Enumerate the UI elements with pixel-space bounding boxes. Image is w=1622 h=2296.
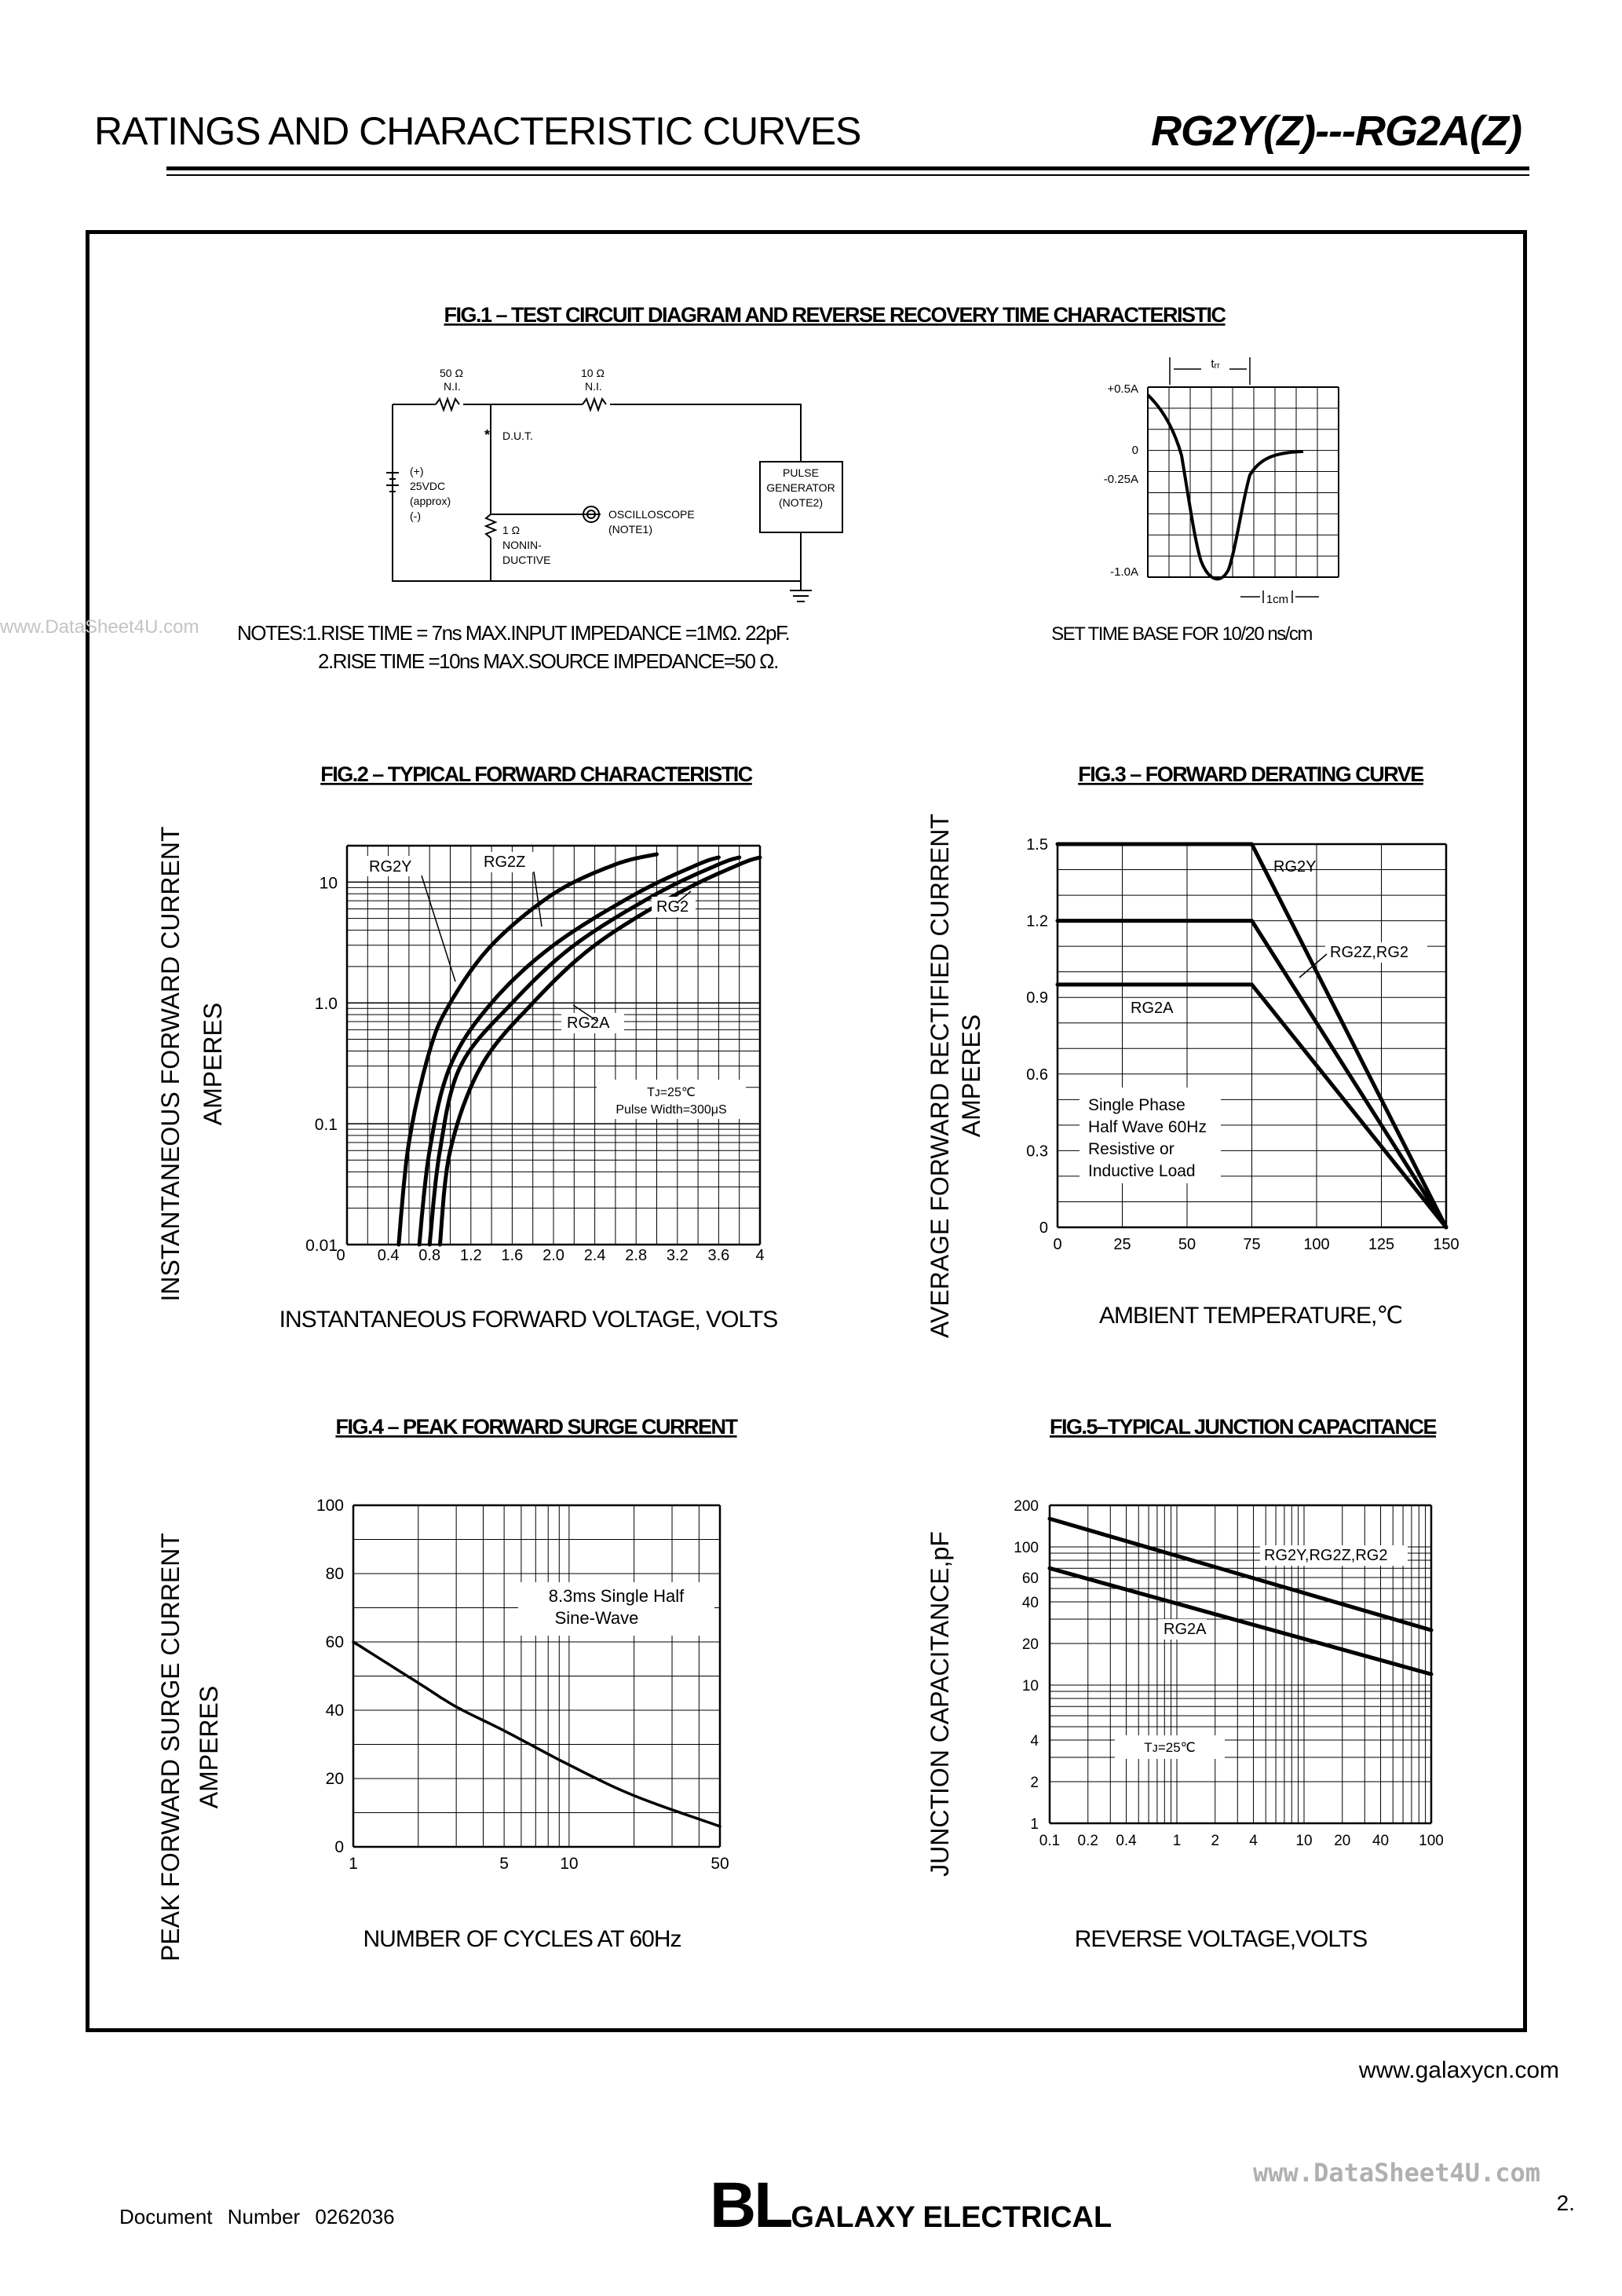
resistor-10-label: 10 Ω <box>581 367 605 379</box>
fig4-ticks <box>316 1497 729 1873</box>
fig5-xtick: 20 <box>1334 1833 1351 1849</box>
fig3-leader-lines <box>1299 954 1327 978</box>
resistor-10-ni: N.I. <box>585 380 602 393</box>
resistor-1-icon <box>486 514 495 538</box>
fig2 <box>156 762 777 1333</box>
fig1-note-2: 2.RISE TIME =10ns MAX.SOURCE IMPEDANCE=50 Ω. <box>318 649 778 673</box>
oscilloscope-note: (NOTE1) <box>608 523 652 536</box>
fig5-xtick: 100 <box>1419 1833 1444 1849</box>
fig4-ytick: 20 <box>325 1770 344 1788</box>
document-number: Document Number 0262036 <box>119 2205 395 2228</box>
fig4-ytick: 100 <box>316 1497 344 1515</box>
fig3-label-rg2z: RG2Z,RG2 <box>1330 944 1409 961</box>
fig4-xtick: 50 <box>711 1855 729 1873</box>
fig2-ylabel-1: INSTANTANEOUS FORWARD CURRENT <box>156 826 184 1302</box>
fig3-condition-3: Resistive or <box>1088 1140 1174 1158</box>
fig3-ytick: 0.9 <box>1026 989 1048 1007</box>
fig2-xlabel: INSTANTANEOUS FORWARD VOLTAGE, VOLTS <box>279 1307 778 1333</box>
fig5-xtick: 0.1 <box>1039 1833 1061 1849</box>
fig3-ytick: 1.2 <box>1026 912 1048 930</box>
fig3-ticks <box>1026 836 1459 1253</box>
oscilloscope-label: OSCILLOSCOPE <box>608 508 695 521</box>
fig3-condition-1: Single Phase <box>1088 1096 1185 1114</box>
wave-label-pos: +0.5A <box>1107 382 1138 396</box>
fig1 <box>237 303 1339 673</box>
fig2-xtick: 2.8 <box>625 1247 648 1264</box>
fig5-ytick: 40 <box>1021 1595 1039 1612</box>
wave-label-zero: 0 <box>1131 444 1138 457</box>
fig3-label-rg2y: RG2Y <box>1273 858 1317 876</box>
pulse-label-1: PULSE <box>783 466 819 479</box>
fig2-ytick: 1.0 <box>314 995 338 1014</box>
fig5-xtick: 1 <box>1172 1833 1182 1849</box>
fig1-title: FIG.1 – TEST CIRCUIT DIAGRAM AND REVERSE RECOVERY TIME CHARACTERISTIC <box>444 303 1226 327</box>
part-range: RG2Y(Z)---RG2A(Z) <box>1151 108 1522 155</box>
fig2-xtick: 3.2 <box>666 1247 689 1264</box>
fig2-ticks <box>305 874 764 1264</box>
fig5-ytick: 1 <box>1030 1816 1039 1833</box>
fig5-xtick: 40 <box>1372 1833 1390 1849</box>
fig4-ylabel-1: PEAK FORWARD SURGE CURRENT <box>156 1533 184 1961</box>
watermark-side: www.DataSheet4U.com <box>0 616 199 638</box>
fig4-ytick: 60 <box>325 1633 344 1651</box>
cm-label: 1cm <box>1266 593 1289 606</box>
fig2-xtick: 3.6 <box>707 1247 730 1264</box>
fig5-curve-rg2y <box>1050 1519 1431 1630</box>
fig3-xtick: 75 <box>1243 1236 1261 1253</box>
fig5-xlabel: REVERSE VOLTAGE,VOLTS <box>1074 1926 1368 1952</box>
resistor-1-nonin: NONIN- <box>502 539 542 551</box>
website-link[interactable]: www.galaxycn.com <box>1358 2057 1559 2083</box>
fig2-condition-temp: Tᴊ=25℃ <box>647 1086 696 1099</box>
pulse-label-2: GENERATOR <box>766 481 835 494</box>
fig3-title: FIG.3 – FORWARD DERATING CURVE <box>1078 762 1423 786</box>
source-minus: (-) <box>410 510 421 522</box>
fig4-curve <box>353 1642 720 1826</box>
fig3 <box>926 762 1459 1338</box>
dut-diode-icon: * <box>484 427 491 443</box>
fig2-ytick: 10 <box>319 874 338 893</box>
fig5-title: FIG.5–TYPICAL JUNCTION CAPACITANCE <box>1049 1415 1437 1439</box>
resistor-1-ductive: DUCTIVE <box>502 554 551 566</box>
fig4-xtick: 5 <box>499 1855 509 1873</box>
fig2-xtick: 0.4 <box>377 1247 400 1264</box>
fig3-ylabel-1: AVERAGE FORWARD RECTIFIED CURRENT <box>926 813 954 1338</box>
dut-label: D.U.T. <box>502 430 533 442</box>
fig3-xtick: 0 <box>1053 1236 1062 1253</box>
fig3-xtick: 25 <box>1113 1236 1131 1253</box>
fig5-ytick: 60 <box>1021 1570 1039 1588</box>
resistor-10-icon <box>583 399 606 410</box>
fig3-xtick: 50 <box>1178 1236 1196 1253</box>
trr-label: tᵣᵣ <box>1211 357 1220 371</box>
pulse-label-3: (NOTE2) <box>779 496 823 509</box>
recovery-waveform-curve <box>1148 395 1303 579</box>
fig3-xtick: 100 <box>1303 1236 1330 1253</box>
fig2-ylabel-2: AMPERES <box>199 1002 227 1126</box>
fig5-xtick: 0.4 <box>1116 1833 1137 1849</box>
fig3-condition-2: Half Wave 60Hz <box>1088 1118 1207 1136</box>
fig5-condition: Tᴊ=25℃ <box>1144 1740 1196 1755</box>
fig5-ylabel: JUNCTION CAPACITANCE,pF <box>926 1531 954 1877</box>
fig2-condition-pulse: Pulse Width=300μS <box>616 1103 727 1117</box>
fig4-curves <box>353 1642 720 1826</box>
timebase-note: SET TIME BASE FOR 10/20 ns/cm <box>1051 623 1312 645</box>
resistor-1-label: 1 Ω <box>502 524 521 536</box>
source-voltage: 25VDC <box>410 480 446 492</box>
fig4-xtick: 10 <box>560 1855 579 1873</box>
fig5-label-rg2y: RG2Y,RG2Z,RG2 <box>1264 1547 1388 1564</box>
fig2-curves <box>399 854 760 1245</box>
fig4-ylabel-2: AMPERES <box>195 1685 223 1809</box>
fig4-ytick: 40 <box>325 1702 344 1720</box>
resistor-50-ni: N.I. <box>444 380 461 393</box>
fig2-label-rg2z: RG2Z <box>484 854 526 871</box>
fig4-xtick: 1 <box>349 1855 358 1873</box>
fig2-xtick: 0 <box>336 1247 345 1264</box>
fig5-ytick: 10 <box>1021 1677 1039 1695</box>
fig5-ytick: 20 <box>1021 1636 1039 1654</box>
fig2-xtick: 0.8 <box>418 1247 441 1264</box>
fig2-ytick: 0.01 <box>305 1237 338 1255</box>
source-approx: (approx) <box>410 495 451 507</box>
fig2-grid <box>347 846 760 1245</box>
fig3-condition-4: Inductive Load <box>1088 1162 1196 1180</box>
fig5 <box>926 1415 1444 1952</box>
fig3-label-rg2a: RG2A <box>1131 1000 1174 1017</box>
fig2-curve-rg2y <box>399 854 657 1245</box>
fig2-xtick: 2.0 <box>542 1247 564 1264</box>
resistor-50-label: 50 Ω <box>440 367 463 379</box>
page-title: RATINGS AND CHARACTERISTIC CURVES <box>94 109 861 153</box>
fig5-xtick: 4 <box>1249 1833 1258 1849</box>
watermark-footer: www.DataSheet4U.com <box>1253 2158 1541 2188</box>
fig3-xtick: 150 <box>1433 1236 1459 1253</box>
fig5-curve-rg2a <box>1050 1568 1431 1674</box>
fig4-title: FIG.4 – PEAK FORWARD SURGE CURRENT <box>335 1415 737 1439</box>
fig5-label-rg2a: RG2A <box>1164 1621 1207 1638</box>
fig4 <box>156 1415 739 1961</box>
fig2-label-rg2a: RG2A <box>567 1015 610 1032</box>
wave-label-neg025: -0.25A <box>1103 473 1138 486</box>
circuit-diagram <box>386 399 842 601</box>
fig3-xtick: 125 <box>1368 1236 1395 1253</box>
fig5-ytick: 2 <box>1030 1775 1039 1792</box>
fig2-label-rg2: RG2 <box>656 898 689 916</box>
fig5-ytick: 4 <box>1030 1733 1039 1750</box>
fig3-ylabel-2: AMPERES <box>957 1014 985 1138</box>
fig2-label-rg2y: RG2Y <box>369 858 412 876</box>
brand-logo <box>710 2169 1112 2243</box>
recovery-waveform-grid <box>1148 387 1339 577</box>
fig2-xtick: 4 <box>755 1247 765 1264</box>
fig3-ytick: 1.5 <box>1026 836 1048 854</box>
fig4-condition-2: Sine-Wave <box>554 1608 639 1628</box>
fig2-xtick: 1.6 <box>501 1247 524 1264</box>
ground-icon <box>790 581 812 601</box>
fig4-xlabel: NUMBER OF CYCLES AT 60Hz <box>363 1926 681 1952</box>
fig2-xtick: 2.4 <box>583 1247 606 1264</box>
page-number: 2. <box>1556 2191 1575 2215</box>
fig5-xtick: 2 <box>1211 1833 1220 1849</box>
brand-name: GALAXY ELECTRICAL <box>791 2201 1112 2234</box>
resistor-50-icon <box>436 399 459 410</box>
fig3-ytick: 0.3 <box>1026 1143 1048 1161</box>
fig1-note-1: NOTES:1.RISE TIME = 7ns MAX.INPUT IMPEDANCE =1MΩ. 22pF. <box>237 621 790 645</box>
fig2-xtick: 1.2 <box>459 1247 482 1264</box>
source-plus: (+) <box>410 465 424 477</box>
fig3-ytick: 0.6 <box>1026 1066 1048 1084</box>
fig5-xtick: 10 <box>1295 1833 1313 1849</box>
trr-marker <box>1170 357 1250 385</box>
fig3-xlabel: AMBIENT TEMPERATURE,℃ <box>1098 1303 1403 1329</box>
brand-bl: BL <box>710 2170 791 2241</box>
fig4-condition-1: 8.3ms Single Half <box>548 1586 685 1606</box>
fig5-curves <box>1050 1519 1431 1674</box>
wave-label-neg1: -1.0A <box>1110 565 1138 579</box>
fig5-xtick: 0.2 <box>1077 1833 1098 1849</box>
fig3-ytick: 0 <box>1039 1219 1048 1237</box>
fig5-ytick: 100 <box>1014 1539 1039 1556</box>
fig2-ytick: 0.1 <box>314 1116 338 1135</box>
fig4-ytick: 80 <box>325 1565 344 1583</box>
fig2-title: FIG.2 – TYPICAL FORWARD CHARACTERISTIC <box>320 762 752 786</box>
fig5-ytick: 200 <box>1014 1498 1039 1515</box>
fig4-ytick: 0 <box>334 1838 344 1856</box>
